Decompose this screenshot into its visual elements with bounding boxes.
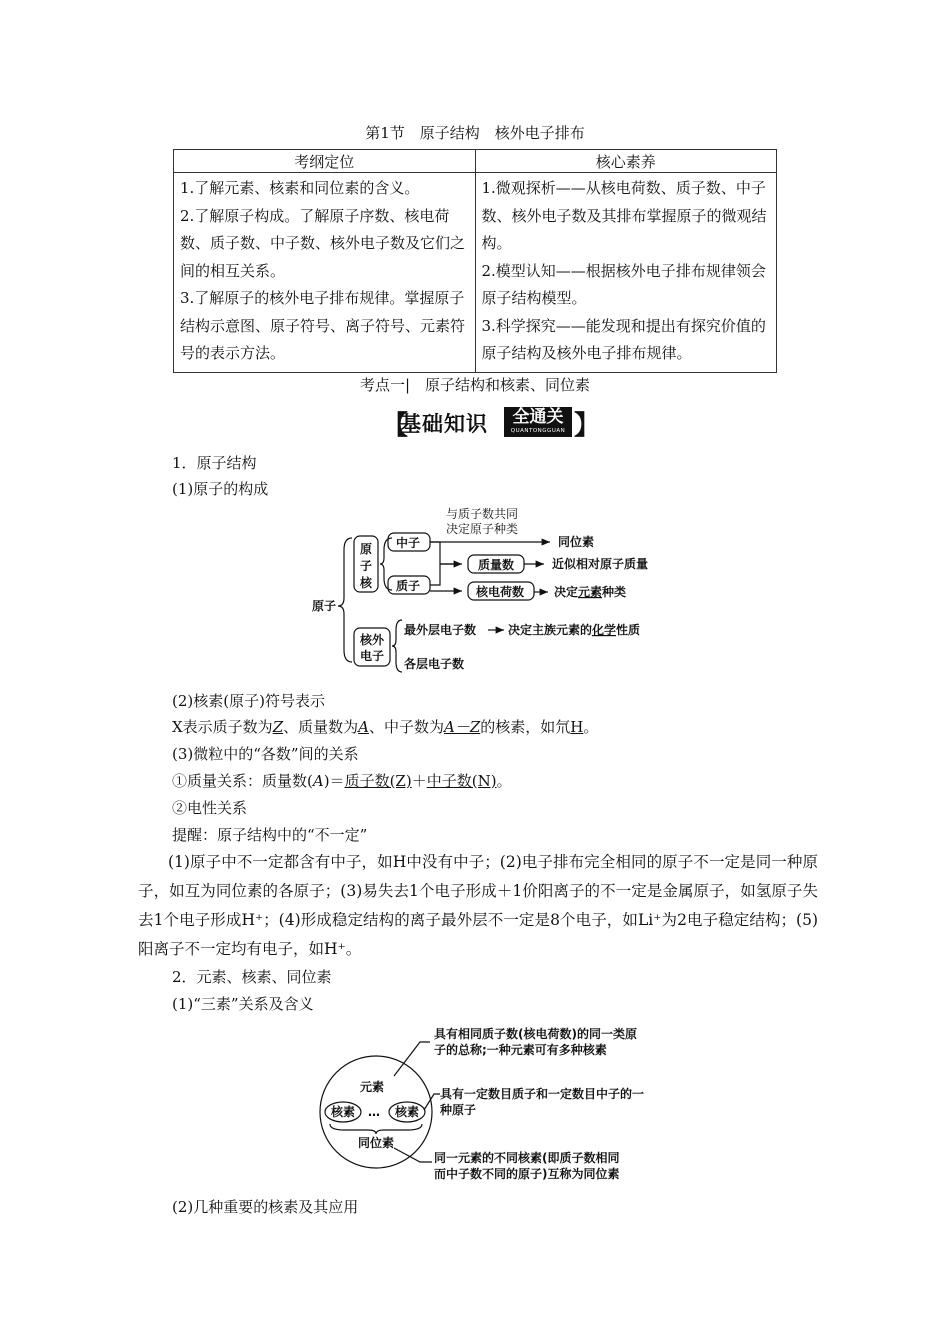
table-row <box>174 173 777 373</box>
isotope-label: 同位素 <box>558 535 595 549</box>
banner-box <box>504 407 572 437</box>
subheading-atom-composition: (1)原子的构成 <box>172 480 269 498</box>
mass-desc: 近似相对原子质量 <box>552 557 649 571</box>
competency-cell <box>475 173 777 373</box>
atom-composition-diagram <box>300 500 680 680</box>
mass-number-label: 质量数 <box>478 558 515 572</box>
nucleus-char: 原 <box>360 542 373 556</box>
banner-left-bracket: 【 <box>382 411 409 441</box>
nuclide-label: 核素 <box>395 1105 420 1119</box>
table-header-competency: 核心素养 <box>475 150 777 173</box>
nuclide-label: 核素 <box>331 1105 356 1119</box>
element-label: 元素 <box>360 1080 385 1094</box>
isotope-def-line1: 同一元素的不同核素(即质子数相同 <box>434 1151 620 1165</box>
nuclear-charge-label: 核电荷数 <box>476 585 525 599</box>
subheading-number-relations: (3)微粒中的“各数”间的关系 <box>172 745 359 763</box>
mass-relation: ①质量关系：质量数(A)＝质子数(Z)＋中子数(N)。 <box>172 772 512 790</box>
heading-element-nuclide-isotope: 2．元素、核素、同位素 <box>172 968 332 986</box>
page-title: 第1节 原子结构 核外电子排布 <box>365 124 585 142</box>
tip-heading: 提醒：原子结构中的“不一定” <box>172 826 368 844</box>
competency-item: 1.微观探析——从核电荷数、质子数、中子数、核外电子数及其排布掌握原子的微观结构。 <box>481 179 767 252</box>
outer-shell-electrons: 最外层电子数 <box>404 623 477 637</box>
kaodian-title: 考点一| 原子结构和核素、同位素 <box>359 376 591 394</box>
atom-label: 原子 <box>312 599 337 613</box>
section-banner <box>382 405 601 441</box>
outer-label: 电子 <box>360 649 385 663</box>
three-terms-diagram <box>316 1020 676 1190</box>
syllabus-item: 1.了解元素、核素和同位素的含义。 <box>180 179 420 197</box>
syllabus-table <box>173 149 777 373</box>
charge-relation: ②电性关系 <box>172 799 248 817</box>
element-def-line1: 具有相同质子数(核电荷数)的同一类原 <box>434 1027 637 1041</box>
nuclide-def-line1: 具有一定数目质子和一定数目中子的一 <box>440 1087 645 1101</box>
proton-label: 质子 <box>396 579 421 593</box>
banner-box-small: QUANTONGGUAN <box>510 428 566 434</box>
syllabus-item: 2.了解原子构成。了解原子序数、核电荷数、质子数、中子数、核外电子数及它们之间的相互关系。 <box>180 206 466 280</box>
nuclide-symbol-text: X表示质子数为Z、质量数为A、中子数为A－Z的核素，如氘H。 <box>172 718 599 736</box>
dots-label: … <box>368 1105 380 1119</box>
subheading-important-nuclides: (2)几种重要的核素及其应用 <box>172 1198 359 1216</box>
subheading-three-terms: (1)“三素”关系及含义 <box>172 995 314 1013</box>
syllabus-cell <box>174 173 476 373</box>
outer-label: 核外 <box>360 633 385 647</box>
neutron-note-line1: 与质子数共同 <box>446 507 519 521</box>
syllabus-item: 3.了解原子的核外电子排布规律。掌握原子结构示意图、原子符号、离子符号、元素符号的表示方法。 <box>180 289 466 362</box>
element-def-line2: 子的总称;一种元素可有多种核素 <box>434 1043 607 1057</box>
neutron-note-line2: 决定原子种类 <box>446 522 519 536</box>
competency-item: 2.模型认知——根据核外电子排布规律领会原子结构模型。 <box>481 261 766 307</box>
table-header-row <box>174 150 777 173</box>
layers-electrons: 各层电子数 <box>404 657 465 671</box>
outer-desc: 决定主族元素的化学性质 <box>508 623 641 637</box>
subheading-nuclide-symbol: (2)核素(原子)符号表示 <box>172 692 325 710</box>
element-desc: 决定元素种类 <box>554 585 627 599</box>
banner-right-bracket: 】 <box>574 411 601 441</box>
neutron-label: 中子 <box>396 536 421 550</box>
tip-paragraph: (1)原子中不一定都含有中子，如H中没有中子；(2)电子排布完全相同的原子不一定是同一种原子，如互为同位素的各原子；(3)易失去1个电子形成＋1价阳离子的不一定是金属原子，如氢原子失去1个电子形成H⁺；(4)形成稳定结构的离子最外层不一定是8个电子，如Li⁺为2电子稳定结构；(5)阳离子不一定均有电子，如H⁺。 <box>138 853 818 958</box>
banner-box-text: 全通关 <box>512 407 564 427</box>
nucleus-char: 核 <box>360 576 373 590</box>
nucleus-char: 子 <box>360 559 373 573</box>
competency-item: 3.科学探究——能发现和提出有探究价值的原子结构及核外电子排布规律。 <box>481 316 766 362</box>
isotope-def-line2: 而中子数不同的原子)互称为同位素 <box>434 1167 620 1181</box>
banner-text: 基础知识 <box>400 412 488 436</box>
isotope-label: 同位素 <box>358 1136 395 1150</box>
heading-atom-structure: 1．原子结构 <box>172 454 257 472</box>
table-header-syllabus: 考纲定位 <box>174 150 476 173</box>
nuclide-def-line2: 种原子 <box>440 1103 477 1117</box>
